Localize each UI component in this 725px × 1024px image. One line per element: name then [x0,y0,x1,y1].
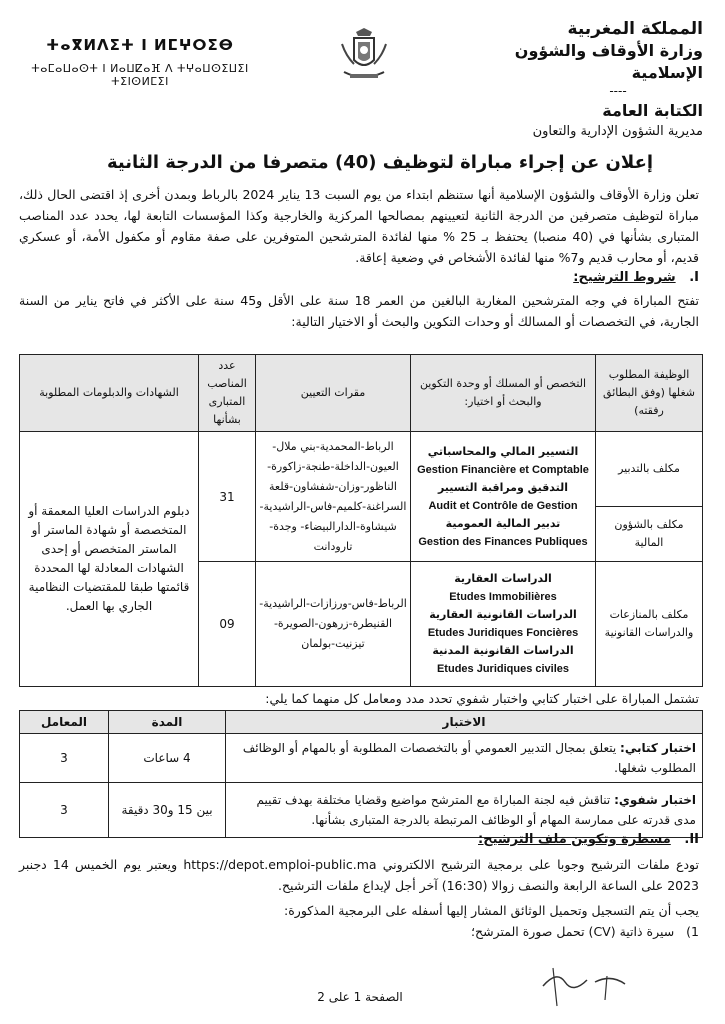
duration-cell: 4 ساعات [109,734,226,783]
table-row [20,432,703,507]
documents-list [471,924,699,939]
section-2-number: II. [684,832,699,847]
specialty-line: Etudes Immobilières [449,591,557,603]
specialty-line: Etudes Juridiques Foncières [427,627,579,639]
directorate-name: مديرية الشؤون الإدارية والتعاون [532,124,703,139]
diplomas-cell: دبلوم الدراسات العليا المعمقة أو المتخصصة أو شهادة الماستر أو الماستر المتخصص أو إحدى الشهادات المعادلة لها المحددة قائمتها طبقا للمقتضيات النظامية الجاري بها العمل. [20,432,199,687]
tifinagh-line-1: ⵜⴰⴳⵍⴷⵉⵜ ⵏ ⵍⵎⵖⵔⵉⴱ [46,36,234,54]
specialty-line: Gestion des Finances Publiques [418,535,588,548]
page-footer: الصفحة 1 على 2 [317,990,403,1004]
intro-paragraph: تعلن وزارة الأوقاف والشؤون الإسلامية أنها ستنظم ابتداء من يوم السبت 13 يناير 2024 بالرباط وبمدن أخرى إذ اقتضى الحال ذلك، مباراة لتوظيف متصرفين من الدرجة الثانية لتعيينهم بمصالحها المركزية والخارجية وكذا المؤسسات التابعة لها، يحدد عدد المناصب المتبارى بشأنها في (40 منصبا) يحتفظ بـ 25 % منها لفائدة المترشحين المتوفرين على صفة مقاوم أو مكفول الأمة، أو عسكري قديم، أو محارب قديم و7% منها لفائدة الأشخاص في وضعية إعاقة. [19,187,699,265]
section-1-heading [573,270,699,285]
job-cell: مكلف بالشؤون المالية [596,507,703,562]
test-cell [226,734,703,783]
list-item-text: سيرة ذاتية (CV) تحمل صورة المترشح؛ [471,924,675,939]
coef-cell: 3 [20,783,109,838]
specialty-cell [411,432,596,562]
header-job: الوظيفة المطلوب شغلها (وفق البطائق رفقته) [596,355,703,432]
header-coef: المعامل [20,711,109,734]
specialty-line: الدراسات القانونية المدنية [432,644,574,657]
section-2-paragraph-2: يجب أن يتم التسجيل وتحميل الوثائق المشار إليها أسفله على البرمجية المذكورة: [284,903,699,918]
coat-of-arms-icon [336,26,392,86]
table-header-row [20,355,703,432]
specialty-line: Gestion Financière et Comptable [417,463,589,476]
header-dash: ---- [609,84,627,98]
kingdom-name: المملكة المغربية [567,19,703,39]
exam-table [19,710,703,838]
specialty-line: Etudes Juridiques civiles [436,663,570,675]
header-count: عدد المناصب المتبارى بشأنها [199,355,256,432]
duration-cell: بين 15 و30 دقيقة [109,783,226,838]
list-item-number: 1) [686,924,699,939]
section-2-label: مسطرة وتكوين ملف الترشيح: [478,832,671,847]
specialty-line: الدراسات القانونية العقارية [429,608,577,621]
specialty-line: تدبير المالية العمومية [445,516,561,530]
header-arabic [463,18,703,142]
tifinagh-line-2: ⵜⴰⵎⴰⵡⴰⵙⵜ ⵏ ⵍⴰⵡⵇⴰⴼ ⴷ ⵜⵖⴰⵡⵙⵉⵡⵉⵏ ⵜⵉⵏⵙⵍⵎⵉⵏ [31,62,249,88]
secretariat-name: الكتابة العامة [602,101,703,120]
count-cell: 31 [199,432,256,562]
test-description: تناقش فيه لجنة المباراة مع المترشح مواضيع وقضايا مختلفة بهدف تقييم مدى قدرته على ممارسة المهام أو الوظائف المرتبطة بالدرجة المتبارى بشأنها. [256,793,696,827]
signature-icon [535,960,635,1010]
page-title: إعلان عن إجراء مباراة لتوظيف (40) متصرفا من الدرجة الثانية [106,152,654,173]
specialty-line: الدراسات العقارية [454,572,552,585]
section-1-label: شروط الترشيح: [573,270,676,285]
coef-cell: 3 [20,734,109,783]
section-1-paragraph: تفتح المباراة في وجه المترشحين المغاربة البالغين من العمر 18 سنة على الأقل و45 سنة على الأكثر في فاتح يناير من السنة الجارية، في التخصصات أو المسالك أو وحدات التكوين والبحث أو الاختيار التالية: [19,293,699,329]
ministry-name: وزارة الأوقاف والشؤون الإسلامية [514,41,703,82]
test-description: يتعلق بمجال التدبير العمومي أو بالتخصصات المطلوبة أو بالمهام أو الوظائف المطلوب شغلها. [242,741,696,775]
test-label: اختبار شفوي: [614,793,696,807]
section-2-paragraph-1: تودع ملفات الترشيح وجوبا على برمجية الترشيح الالكتروني https://depot.emploi-public.ma ويعتبر يوم الخميس 14 دجنبر 2023 على الساعة الرابعة والنصف زوالا (16:30) آخر أجل لإيداع ملفات الترشيح. [19,857,699,893]
locations-cell: الرباط-المحمدية-بني ملال-العيون-الداخلة-طنجة-زاكورة-الناظور-وزان-شفشاون-قلعة السراغنة-كلميم-فاس-الراشيدية-شيشاوة-الدارالبيضاء- وجدة-تارودانت [256,432,411,562]
count-cell: 09 [199,562,256,687]
job-cell: مكلف بالمنازعات والدراسات القانونية [596,562,703,687]
table-header-row [20,711,703,734]
header-duration: المدة [109,711,226,734]
test-label: اختبار كتابي: [620,741,696,755]
job-cell: مكلف بالتدبير [596,432,703,507]
specialty-line: التدقيق ومراقبة التسيير [437,480,569,494]
list-item [471,924,699,939]
header-locations: مقرات التعيين [256,355,411,432]
header-specialty: التخصص أو المسلك أو وحدة التكوين والبحث أو اختيار: [411,355,596,432]
table-row [20,783,703,838]
header-test: الاختبار [226,711,703,734]
table-row [20,734,703,783]
header-diplomas: الشهادات والدبلومات المطلوبة [20,355,199,432]
positions-table [19,354,703,687]
locations-cell: الرباط-فاس-ورزازات-الراشيدية-القنيطرة-زرهون-الصويرة-تيزنيت-بولمان [256,562,411,687]
specialty-line: Audit et Contrôle de Gestion [428,499,578,512]
specialty-cell [411,562,596,687]
test-cell [226,783,703,838]
header-tifinagh [30,36,250,88]
specialty-line: التسيير المالي والمحاسباتي [427,444,579,458]
section-2-heading [478,832,699,847]
exam-intro: تشتمل المباراة على اختبار كتابي واختبار شفوي تحدد مدد ومعامل كل منهما كما يلي: [265,691,699,706]
section-1-number: I. [689,270,699,285]
